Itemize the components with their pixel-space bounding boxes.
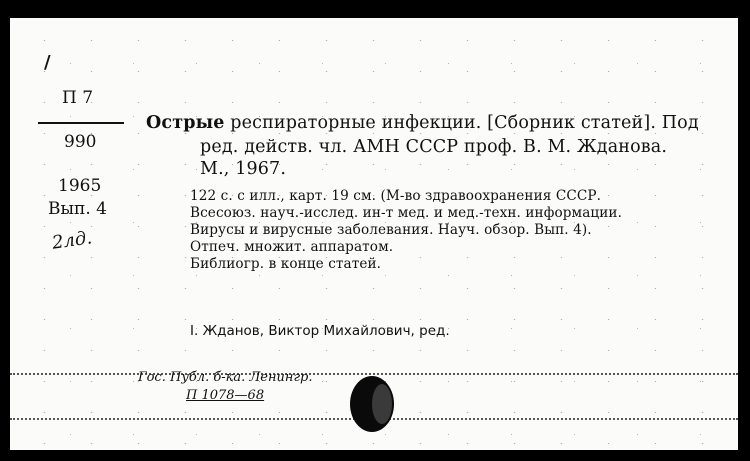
call-number-year: 1965: [58, 176, 102, 196]
desc-line-2: Всесоюз. науч.-исслед. ин-т мед. и мед.-техн. информации.: [190, 205, 622, 221]
library-stamp-line-1: Гос. Публ. б-ка. Ленингр.: [138, 370, 313, 385]
desc-line-4: Отпеч. множит. аппаратом.: [190, 239, 394, 255]
desc-line-5: Библиогр. в конце статей.: [190, 256, 382, 272]
title-line-3: М., 1967.: [200, 159, 287, 179]
handwritten-note: 2лд.: [50, 227, 94, 254]
dotted-line-upper: [10, 373, 738, 375]
title-line-1-rest: респираторные инфекции. [Сборник статей]. Под: [230, 113, 699, 133]
title-line-1: [146, 113, 699, 133]
title-line-2: ред. действ. чл. АМН СССР проф. В. М. Жданова.: [200, 137, 668, 157]
desc-line-3: Вирусы и вирусные заболевания. Науч. обзор. Вып. 4).: [190, 222, 592, 238]
punch-hole: [350, 376, 394, 432]
tick-mark: /: [44, 52, 51, 73]
call-number-rule: [38, 122, 124, 124]
call-number-mid: 990: [64, 132, 97, 152]
call-number-top: П 7: [62, 88, 94, 108]
title-heading-word: Острые: [146, 113, 225, 133]
desc-line-1: 122 с. с илл., карт. 19 см. (М-во здравоохранения СССР.: [190, 188, 602, 204]
call-number-volume: Вып. 4: [48, 199, 107, 219]
catalog-card: [10, 18, 738, 450]
library-stamp-line-2: П 1078—68: [186, 388, 265, 403]
added-entry: I. Жданов, Виктор Михайлович, ред.: [190, 323, 450, 339]
